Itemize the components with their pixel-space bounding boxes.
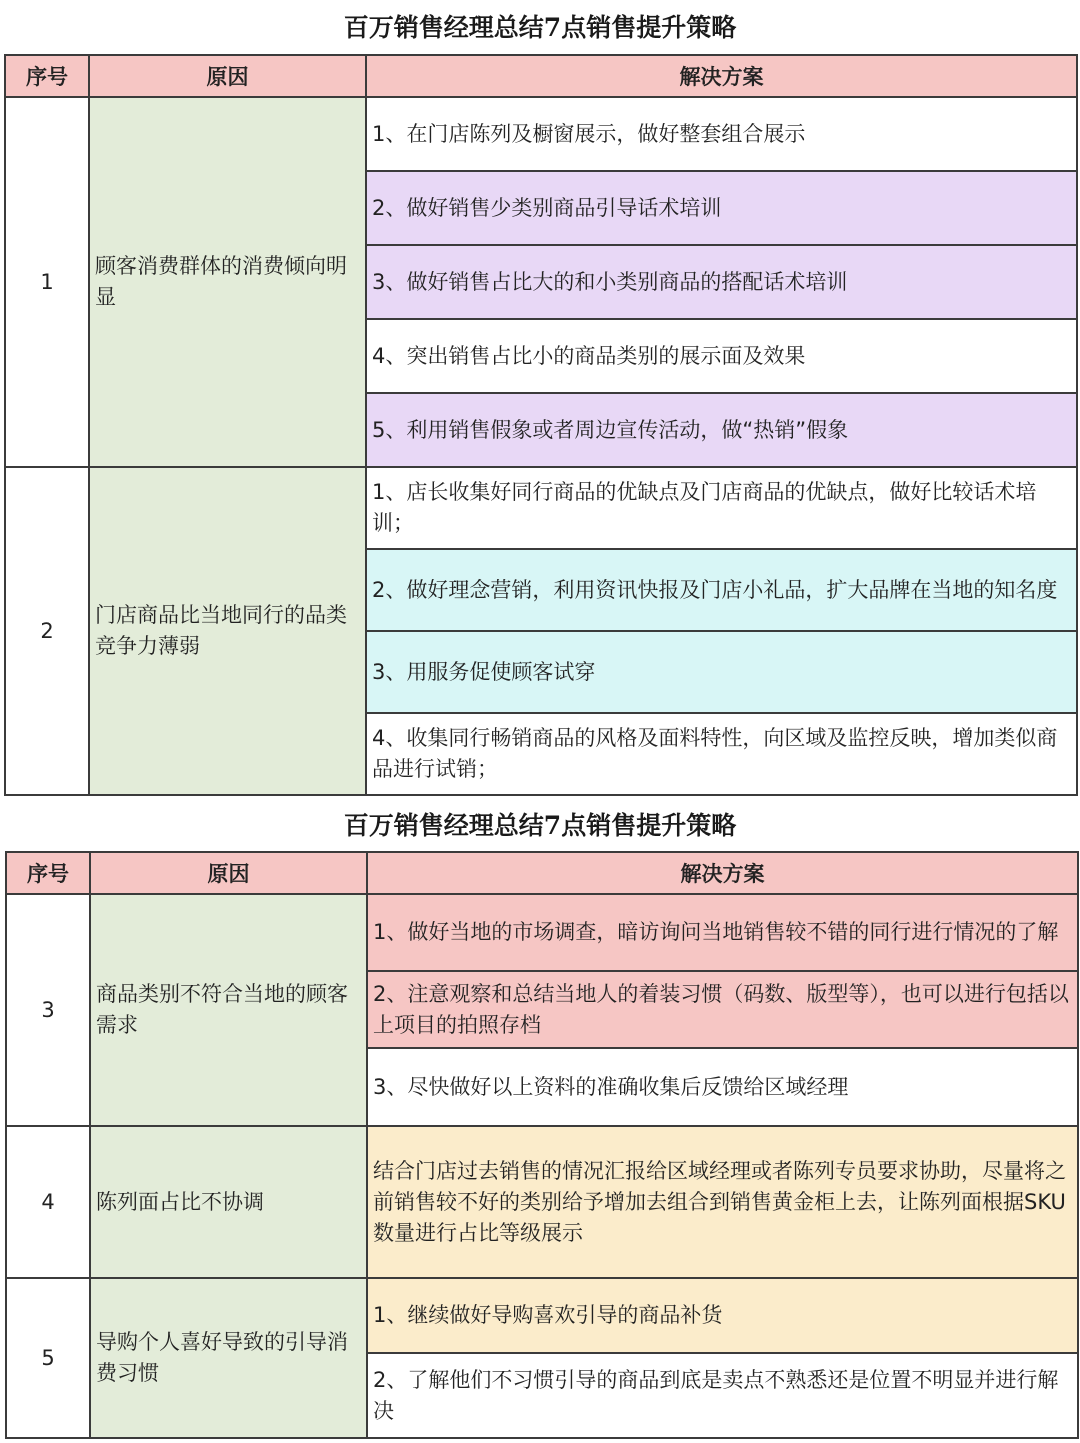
table-row (6, 1278, 1078, 1353)
table-row (6, 1126, 1078, 1278)
solution-cell: 3、用服务促使顾客试穿 (366, 631, 1077, 713)
header-solution: 解决方案 (367, 852, 1078, 894)
reason-cell: 门店商品比当地同行的品类竞争力薄弱 (89, 467, 366, 795)
solution-cell: 1、店长收集好同行商品的优缺点及门店商品的优缺点，做好比较话术培训； (366, 467, 1077, 549)
reason-cell: 导购个人喜好导致的引导消费习惯 (90, 1278, 367, 1438)
header-solution: 解决方案 (366, 55, 1077, 97)
table-row (6, 894, 1078, 971)
row-number: 2 (5, 467, 89, 795)
header-num: 序号 (5, 55, 89, 97)
solution-cell: 结合门店过去销售的情况汇报给区域经理或者陈列专员要求协助，尽量将之前销售较不好的类别给予增加去组合到销售黄金柜上去，让陈列面根据SKU数量进行占比等级展示 (367, 1126, 1078, 1278)
strategy-table-2 (5, 851, 1079, 1439)
solution-cell: 2、了解他们不习惯引导的商品到底是卖点不熟悉还是位置不明显并进行解决 (367, 1353, 1078, 1438)
row-number: 1 (5, 97, 89, 467)
solution-cell: 4、突出销售占比小的商品类别的展示面及效果 (366, 319, 1077, 393)
row-number: 3 (6, 894, 90, 1126)
table-row (5, 97, 1077, 171)
row-number: 4 (6, 1126, 90, 1278)
solution-cell: 2、注意观察和总结当地人的着装习惯（码数、版型等），也可以进行包括以上项目的拍照存档 (367, 971, 1078, 1048)
solution-cell: 4、收集同行畅销商品的风格及面料特性，向区域及监控反映，增加类似商品进行试销； (366, 713, 1077, 795)
table-row (5, 467, 1077, 549)
header-reason: 原因 (89, 55, 366, 97)
header-reason: 原因 (90, 852, 367, 894)
solution-cell: 1、继续做好导购喜欢引导的商品补货 (367, 1278, 1078, 1353)
header-num: 序号 (6, 852, 90, 894)
solution-cell: 2、做好销售少类别商品引导话术培训 (366, 171, 1077, 245)
page-title: 百万销售经理总结7点销售提升策略 (343, 811, 737, 840)
solution-cell: 5、利用销售假象或者周边宣传活动，做“热销”假象 (366, 393, 1077, 467)
solution-cell: 2、做好理念营销，利用资讯快报及门店小礼品，扩大品牌在当地的知名度 (366, 549, 1077, 631)
reason-cell: 陈列面占比不协调 (90, 1126, 367, 1278)
solution-cell: 3、做好销售占比大的和小类别商品的搭配话术培训 (366, 245, 1077, 319)
table-header-row (6, 852, 1078, 894)
solution-cell: 3、尽快做好以上资料的准确收集后反馈给区域经理 (367, 1048, 1078, 1126)
solution-cell: 1、在门店陈列及橱窗展示，做好整套组合展示 (366, 97, 1077, 171)
table-header-row (5, 55, 1077, 97)
reason-cell: 商品类别不符合当地的顾客需求 (90, 894, 367, 1126)
solution-cell: 1、做好当地的市场调查，暗访询问当地销售较不错的同行进行情况的了解 (367, 894, 1078, 971)
reason-cell: 顾客消费群体的消费倾向明显 (89, 97, 366, 467)
strategy-table-1 (4, 54, 1078, 796)
row-number: 5 (6, 1278, 90, 1438)
page-title: 百万销售经理总结7点销售提升策略 (343, 13, 737, 42)
